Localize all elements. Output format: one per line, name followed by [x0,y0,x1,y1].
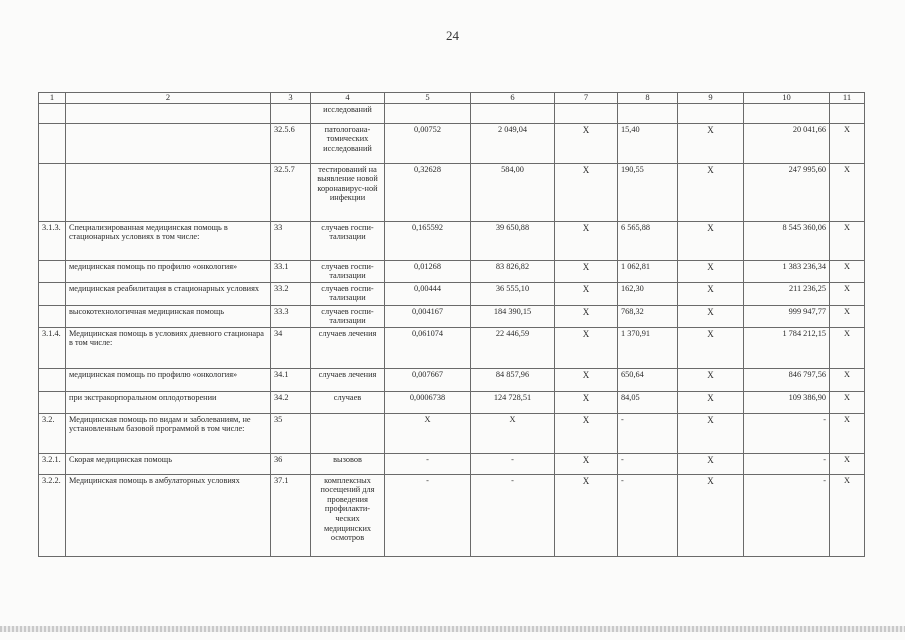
value-cell-5: 0,00752 [385,123,471,163]
header-cell: 6 [471,93,555,104]
unit-cell: исследований [311,103,385,123]
line-number-cell: 33.1 [271,260,311,282]
description-cell: Медицинская помощь в амбулаторных условиях [66,474,271,556]
value-cell-6: 22 446,59 [471,327,555,368]
value-cell-11: X [830,123,865,163]
section-number-cell: 3.1.3. [39,221,66,260]
value-cell-11: X [830,327,865,368]
value-cell-7 [555,103,618,123]
description-cell: Специализированная медицинская помощь в стационарных условиях в том числе: [66,221,271,260]
value-cell-7: X [555,123,618,163]
value-cell-9: X [678,368,744,391]
table-row [39,453,865,474]
value-cell-10: 846 797,56 [744,368,830,391]
description-cell: при экстракорпоральном оплодотворении [66,391,271,413]
unit-cell [311,413,385,453]
value-cell-9: X [678,163,744,221]
line-number-cell: 34.2 [271,391,311,413]
unit-cell: случаев госпи-тализации [311,305,385,327]
unit-cell: случаев лечения [311,327,385,368]
value-cell-8: 1 062,81 [618,260,678,282]
table-row [39,282,865,305]
value-cell-6: 584,00 [471,163,555,221]
value-cell-5: 0,0006738 [385,391,471,413]
value-cell-10: 20 041,66 [744,123,830,163]
value-cell-11: X [830,413,865,453]
value-cell-11: X [830,453,865,474]
value-cell-11 [830,103,865,123]
header-row [39,93,865,104]
header-cell: 11 [830,93,865,104]
header-cell: 2 [66,93,271,104]
section-number-cell [39,103,66,123]
value-cell-9: X [678,123,744,163]
unit-cell: случаев госпи-тализации [311,260,385,282]
value-cell-7: X [555,474,618,556]
description-cell: медицинская помощь по профилю «онкология» [66,368,271,391]
line-number-cell [271,103,311,123]
value-cell-5: 0,004167 [385,305,471,327]
table-row [39,103,865,123]
value-cell-7: X [555,391,618,413]
description-cell: высокотехнологичная медицинская помощь [66,305,271,327]
value-cell-9: X [678,221,744,260]
value-cell-9: X [678,282,744,305]
table-row [39,123,865,163]
section-number-cell [39,305,66,327]
description-cell: Скорая медицинская помощь [66,453,271,474]
value-cell-7: X [555,327,618,368]
value-cell-7: X [555,221,618,260]
value-cell-6: 36 555,10 [471,282,555,305]
value-cell-8: 162,30 [618,282,678,305]
value-cell-9: X [678,305,744,327]
line-number-cell: 33 [271,221,311,260]
line-number-cell: 35 [271,413,311,453]
value-cell-6: X [471,413,555,453]
value-cell-6: 39 650,88 [471,221,555,260]
value-cell-6: 184 390,15 [471,305,555,327]
description-cell: медицинская реабилитация в стационарных условиях [66,282,271,305]
line-number-cell: 32.5.6 [271,123,311,163]
header-cell: 4 [311,93,385,104]
value-cell-9: X [678,413,744,453]
value-cell-8: 84,05 [618,391,678,413]
header-cell: 10 [744,93,830,104]
value-cell-9: X [678,327,744,368]
value-cell-7: X [555,282,618,305]
value-cell-5: 0,00444 [385,282,471,305]
value-cell-6: 84 857,96 [471,368,555,391]
value-cell-9: X [678,453,744,474]
header-cell: 5 [385,93,471,104]
table-row [39,305,865,327]
unit-cell: комплексных посещений для проведения профилакти-ческих медицинских осмотров [311,474,385,556]
value-cell-5: 0,32628 [385,163,471,221]
description-cell [66,123,271,163]
description-cell [66,163,271,221]
value-cell-8: - [618,474,678,556]
table-row [39,413,865,453]
table-row [39,163,865,221]
value-cell-7: X [555,305,618,327]
value-cell-10: 247 995,60 [744,163,830,221]
page-number: 24 [446,28,459,43]
value-cell-11: X [830,305,865,327]
section-number-cell [39,282,66,305]
value-cell-5: - [385,474,471,556]
section-number-cell [39,368,66,391]
value-cell-6: 2 049,04 [471,123,555,163]
value-cell-7: X [555,453,618,474]
section-number-cell: 3.2.2. [39,474,66,556]
value-cell-6: 124 728,51 [471,391,555,413]
line-number-cell: 36 [271,453,311,474]
scan-edge [0,626,905,632]
value-cell-9: X [678,260,744,282]
line-number-cell: 33.2 [271,282,311,305]
header-cell: 7 [555,93,618,104]
value-cell-11: X [830,391,865,413]
value-cell-6: 83 826,82 [471,260,555,282]
table-row [39,368,865,391]
section-number-cell: 3.2. [39,413,66,453]
header-cell: 8 [618,93,678,104]
value-cell-9: X [678,391,744,413]
value-cell-5: 0,165592 [385,221,471,260]
value-cell-10 [744,103,830,123]
unit-cell: вызовов [311,453,385,474]
value-cell-8: 768,32 [618,305,678,327]
value-cell-6: - [471,474,555,556]
value-cell-8: 6 565,88 [618,221,678,260]
unit-cell: случаев госпи-тализации [311,221,385,260]
section-number-cell: 3.1.4. [39,327,66,368]
unit-cell: случаев [311,391,385,413]
description-cell [66,103,271,123]
value-cell-10: - [744,453,830,474]
unit-cell: тестирований на выявление новой коронавирус-ной инфекции [311,163,385,221]
table-row [39,260,865,282]
value-cell-8: 1 370,91 [618,327,678,368]
value-cell-8: 15,40 [618,123,678,163]
value-cell-8: - [618,453,678,474]
value-cell-11: X [830,474,865,556]
table-row [39,221,865,260]
section-number-cell [39,163,66,221]
value-cell-7: X [555,413,618,453]
value-cell-10: - [744,413,830,453]
value-cell-9: X [678,474,744,556]
value-cell-5: X [385,413,471,453]
value-cell-6 [471,103,555,123]
value-cell-10: 1 784 212,15 [744,327,830,368]
value-cell-11: X [830,221,865,260]
value-cell-5: 0,061074 [385,327,471,368]
value-cell-5: 0,01268 [385,260,471,282]
value-cell-11: X [830,282,865,305]
value-cell-6: - [471,453,555,474]
description-cell: медицинская помощь по профилю «онкология» [66,260,271,282]
value-cell-8: - [618,413,678,453]
value-cell-5 [385,103,471,123]
value-cell-5: 0,007667 [385,368,471,391]
line-number-cell: 37.1 [271,474,311,556]
value-cell-10: - [744,474,830,556]
header-cell: 1 [39,93,66,104]
header-cell: 9 [678,93,744,104]
table-row [39,474,865,556]
table-row [39,391,865,413]
value-cell-7: X [555,260,618,282]
section-number-cell [39,260,66,282]
value-cell-11: X [830,163,865,221]
section-number-cell [39,391,66,413]
value-cell-8: 650,64 [618,368,678,391]
value-cell-10: 1 383 236,34 [744,260,830,282]
description-cell: Медицинская помощь в условиях дневного стационара в том числе: [66,327,271,368]
value-cell-8 [618,103,678,123]
description-cell: Медицинская помощь по видам и заболеваниям, не установленным базовой программой в том числе: [66,413,271,453]
unit-cell: случаев госпи-тализации [311,282,385,305]
section-number-cell [39,123,66,163]
value-cell-7: X [555,163,618,221]
table-row [39,327,865,368]
value-cell-10: 109 386,90 [744,391,830,413]
value-cell-8: 190,55 [618,163,678,221]
header-cell: 3 [271,93,311,104]
line-number-cell: 34.1 [271,368,311,391]
unit-cell: патологоана-томических исследований [311,123,385,163]
line-number-cell: 33.3 [271,305,311,327]
unit-cell: случаев лечения [311,368,385,391]
line-number-cell: 32.5.7 [271,163,311,221]
value-cell-11: X [830,368,865,391]
value-cell-9 [678,103,744,123]
value-cell-10: 211 236,25 [744,282,830,305]
value-cell-10: 8 545 360,06 [744,221,830,260]
value-cell-5: - [385,453,471,474]
value-cell-11: X [830,260,865,282]
value-cell-7: X [555,368,618,391]
data-table [38,92,865,557]
value-cell-10: 999 947,77 [744,305,830,327]
section-number-cell: 3.2.1. [39,453,66,474]
line-number-cell: 34 [271,327,311,368]
